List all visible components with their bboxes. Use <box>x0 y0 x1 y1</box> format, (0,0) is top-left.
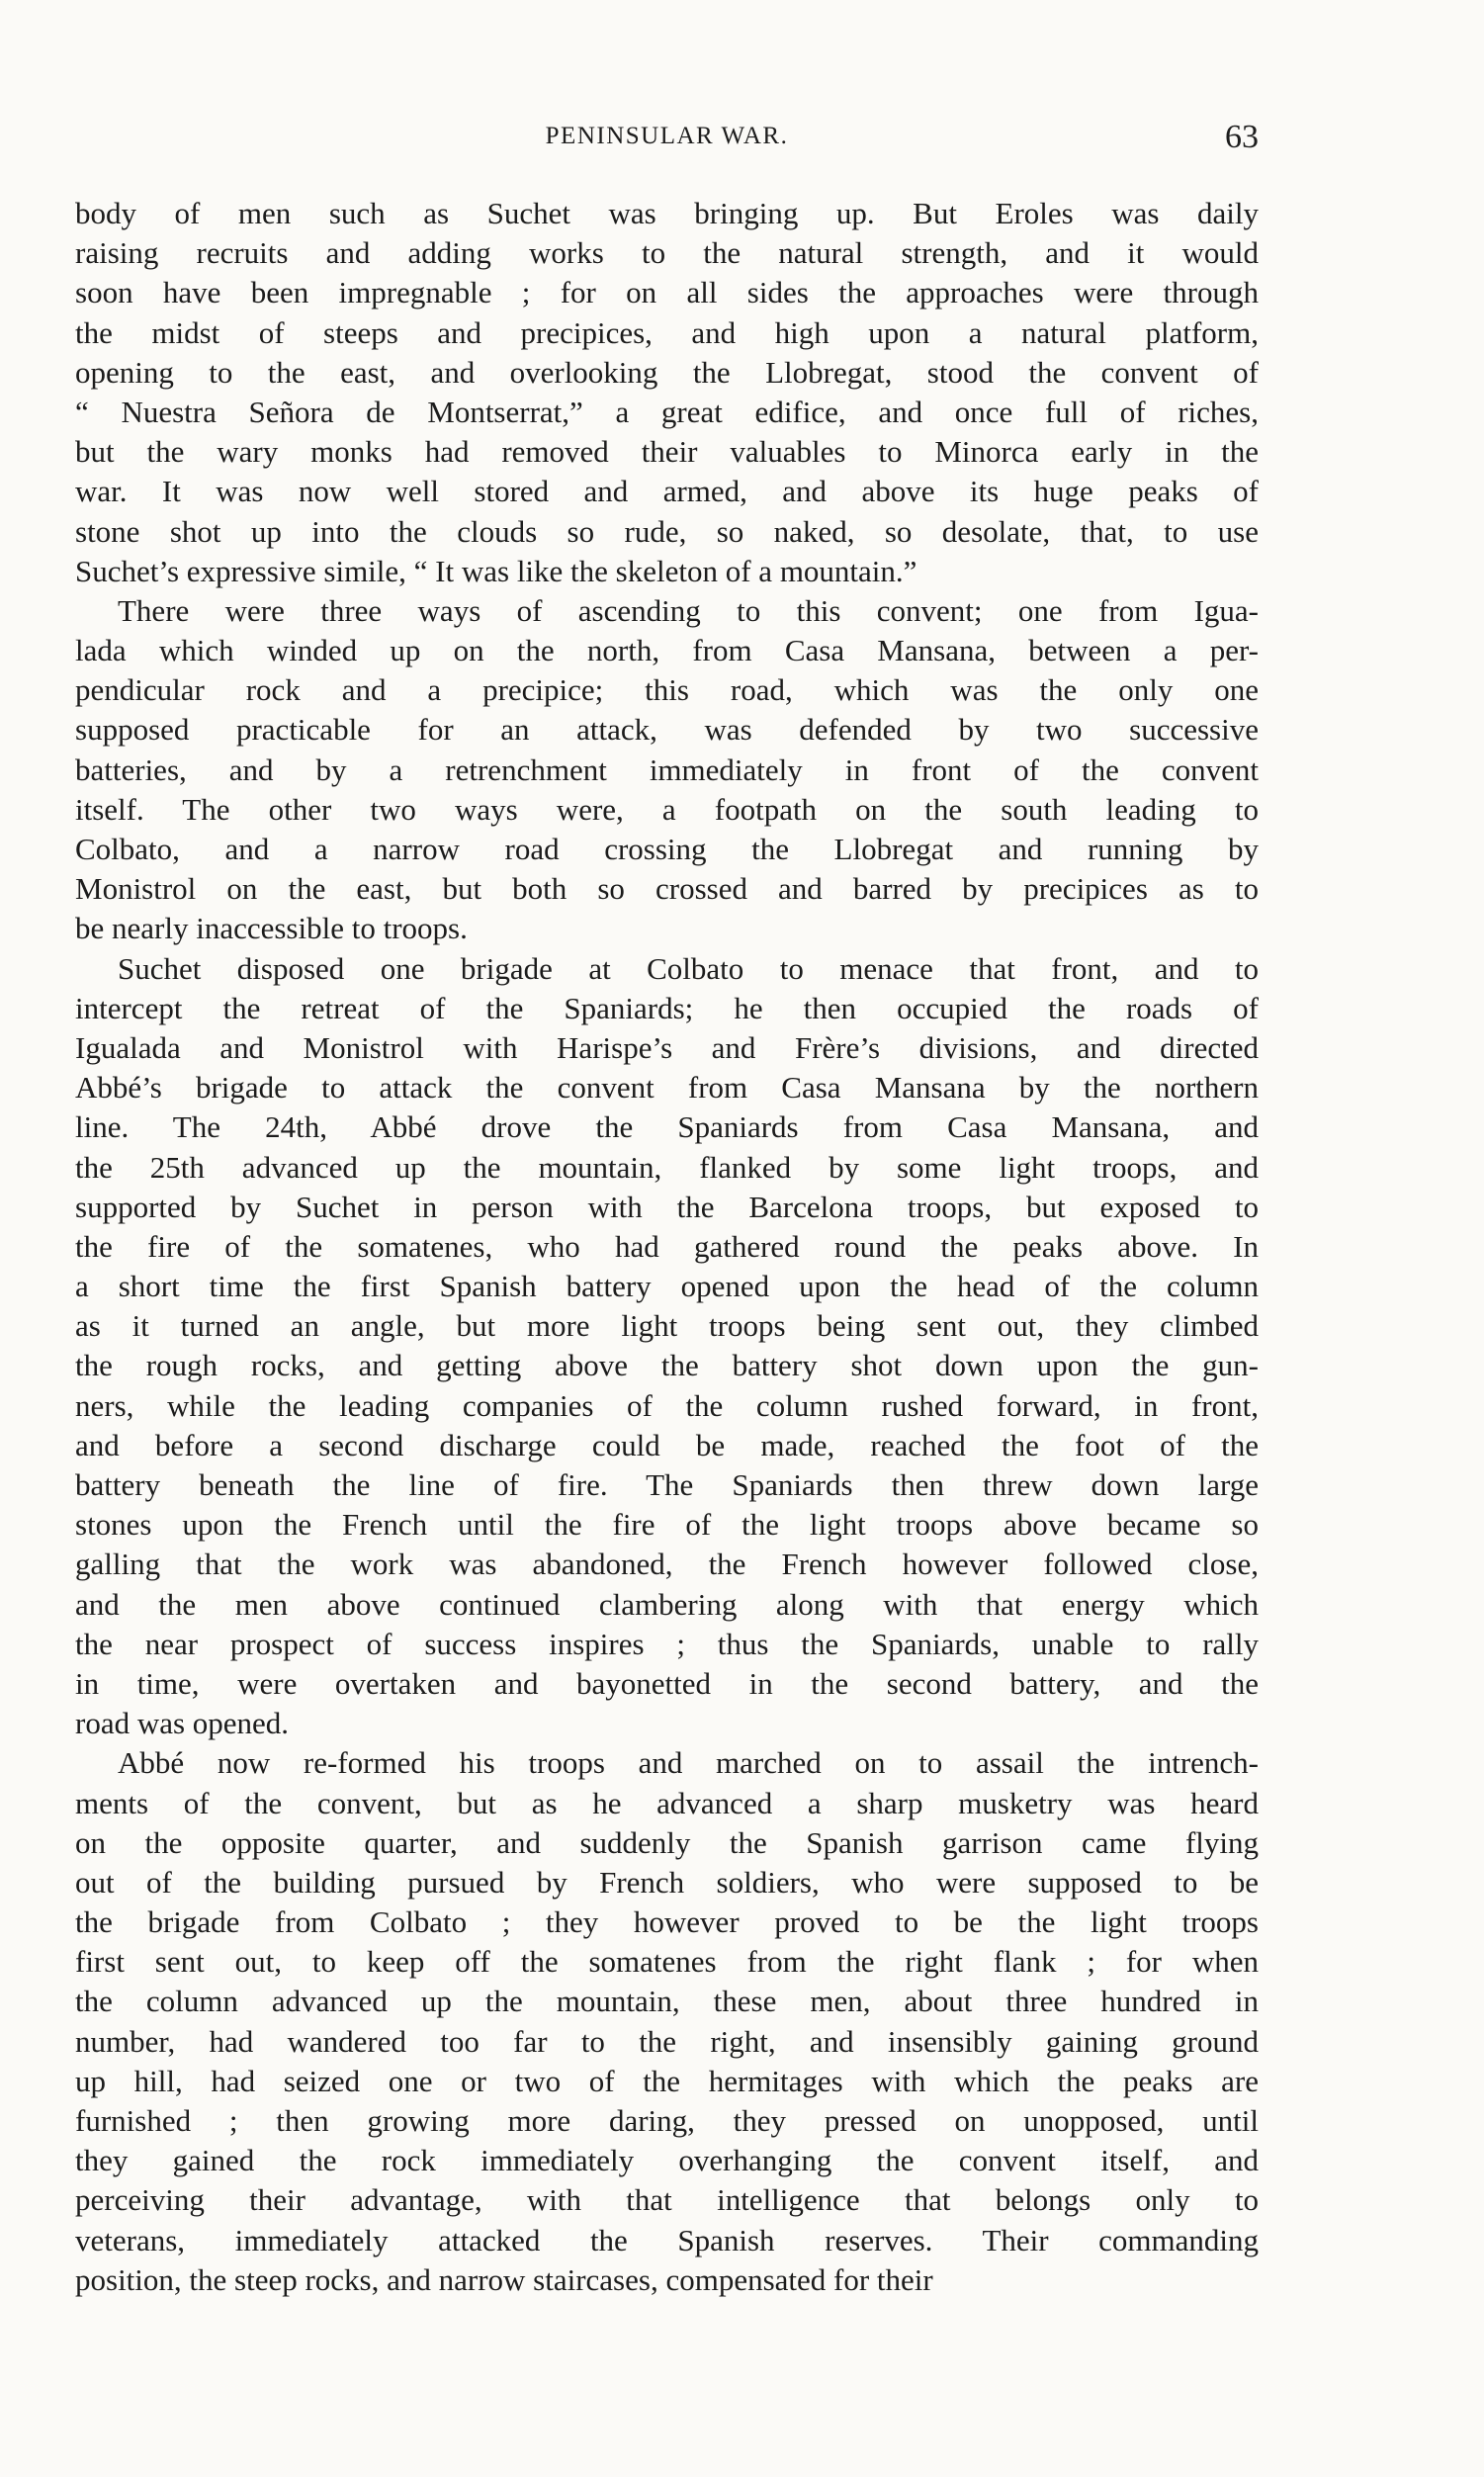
text-line: and before a second discharge could be made, reached the foot of the <box>75 1427 1259 1462</box>
text-line: number, had wandered too far to the right, and insensibly gaining ground <box>75 2023 1259 2059</box>
text-line: Igualada and Monistrol with Harispe’s and Frère’s divisions, and directed <box>75 1029 1259 1065</box>
text-line: Suchet’s expressive simile, “ It was like the skeleton of a mountain.” <box>75 553 917 588</box>
text-line: and the men above continued clambering along with that energy which <box>75 1586 1259 1622</box>
text-line: in time, were overtaken and bayonetted in the second battery, and the <box>75 1665 1259 1701</box>
text-line: galling that the work was abandoned, the French however followed close, <box>75 1547 1259 1582</box>
text-line: intercept the retreat of the Spaniards; he then occupied the roads of <box>75 990 1259 1025</box>
text-line: body of men such as Suchet was bringing up. But Eroles was daily <box>75 196 1259 230</box>
text-line: they gained the rock immediately overhanging the convent itself, and <box>75 2143 1259 2178</box>
text-line: perceiving their advantage, with that intelligence that belongs only to <box>75 2182 1259 2218</box>
running-title: PENINSULAR WAR. <box>545 123 789 149</box>
text-line: the fire of the somatenes, who had gathered round the peaks above. In <box>75 1228 1259 1264</box>
text-line: furnished ; then growing more daring, they pressed on unopposed, until <box>75 2103 1259 2138</box>
text-line: ners, while the leading companies of the column rushed forward, in front, <box>75 1387 1259 1423</box>
text-line: veterans, immediately attacked the Spanish reserves. Their commanding <box>75 2222 1259 2257</box>
text-line: stones upon the French until the fire of the light troops above became so <box>75 1507 1259 1543</box>
paragraph <box>75 591 1259 949</box>
text-line: batteries, and by a retrenchment immediately in front of the convent <box>75 752 1259 787</box>
text-line: Abbé’s brigade to attack the convent from Casa Mansana by the northern <box>75 1070 1259 1106</box>
text-line: the midst of steeps and precipices, and high upon a natural platform, <box>75 314 1259 350</box>
text-line: position, the steep rocks, and narrow staircases, compensated for their <box>75 2261 933 2297</box>
text-line: soon have been impregnable ; for on all sides the approaches were through <box>75 275 1259 310</box>
text-line: raising recruits and adding works to the natural strength, and it would <box>75 235 1259 271</box>
body-text <box>75 194 1259 2300</box>
text-line: “ Nuestra Señora de Montserrat,” a great edifice, and once full of riches, <box>75 394 1259 429</box>
paragraph <box>75 949 1259 1744</box>
text-line: Monistrol on the east, but both so crossed and barred by precipices as to <box>75 871 1259 907</box>
text-line: a short time the first Spanish battery opened upon the head of the column <box>75 1269 1259 1304</box>
text-line: supposed practicable for an attack, was defended by two successive <box>75 712 1259 748</box>
text-line: be nearly inaccessible to troops. <box>75 911 468 946</box>
text-line: stone shot up into the clouds so rude, so naked, so desolate, that, to use <box>75 513 1259 549</box>
text-line: as it turned an angle, but more light troops being sent out, they climbed <box>75 1308 1259 1344</box>
text-line: out of the building pursued by French soldiers, who were supposed to be <box>75 1864 1259 1900</box>
page-number: 63 <box>1225 119 1259 155</box>
text-line: the near prospect of success inspires ; thus the Spaniards, unable to rally <box>75 1626 1259 1661</box>
text-line: Suchet disposed one brigade at Colbato to menace that front, and to <box>118 950 1259 986</box>
text-line: but the wary monks had removed their valuables to Minorca early in the <box>75 434 1259 470</box>
paragraph <box>75 194 1259 591</box>
text-line: line. The 24th, Abbé drove the Spaniards from Casa Mansana, and <box>75 1109 1259 1145</box>
text-line: Abbé now re-formed his troops and marched on to assail the intrench- <box>118 1745 1259 1781</box>
text-line: itself. The other two ways were, a footpath on the south leading to <box>75 791 1259 827</box>
text-line: road was opened. <box>75 1706 290 1741</box>
paragraph <box>75 1743 1259 2300</box>
text-line: There were three ways of ascending to this convent; one from Igua- <box>118 592 1259 628</box>
text-line: battery beneath the line of fire. The Spaniards then threw down large <box>75 1467 1259 1502</box>
text-line: the column advanced up the mountain, these men, about three hundred in <box>75 1984 1259 2019</box>
text-line: the 25th advanced up the mountain, flanked by some light troops, and <box>75 1149 1259 1185</box>
text-line: first sent out, to keep off the somatenes from the right flank ; for when <box>75 1944 1259 1980</box>
text-line: ments of the convent, but as he advanced a sharp musketry was heard <box>75 1785 1259 1820</box>
text-line: supported by Suchet in person with the Barcelona troops, but exposed to <box>75 1189 1259 1224</box>
text-line: the rough rocks, and getting above the battery shot down upon the gun- <box>75 1348 1259 1383</box>
text-line: Colbato, and a narrow road crossing the Llobregat and running by <box>75 832 1259 866</box>
text-line: pendicular rock and a precipice; this road, which was the only one <box>75 672 1259 708</box>
text-line: up hill, had seized one or two of the hermitages with which the peaks are <box>75 2063 1259 2098</box>
text-line: lada which winded up on the north, from Casa Mansana, between a per- <box>75 633 1259 668</box>
text-line: war. It was now well stored and armed, and above its huge peaks of <box>75 474 1259 509</box>
running-head <box>75 119 1259 158</box>
text-line: on the opposite quarter, and suddenly the Spanish garrison came flying <box>75 1824 1259 1860</box>
text-line: opening to the east, and overlooking the Llobregat, stood the convent of <box>75 354 1259 390</box>
text-line: the brigade from Colbato ; they however proved to be the light troops <box>75 1904 1259 1940</box>
